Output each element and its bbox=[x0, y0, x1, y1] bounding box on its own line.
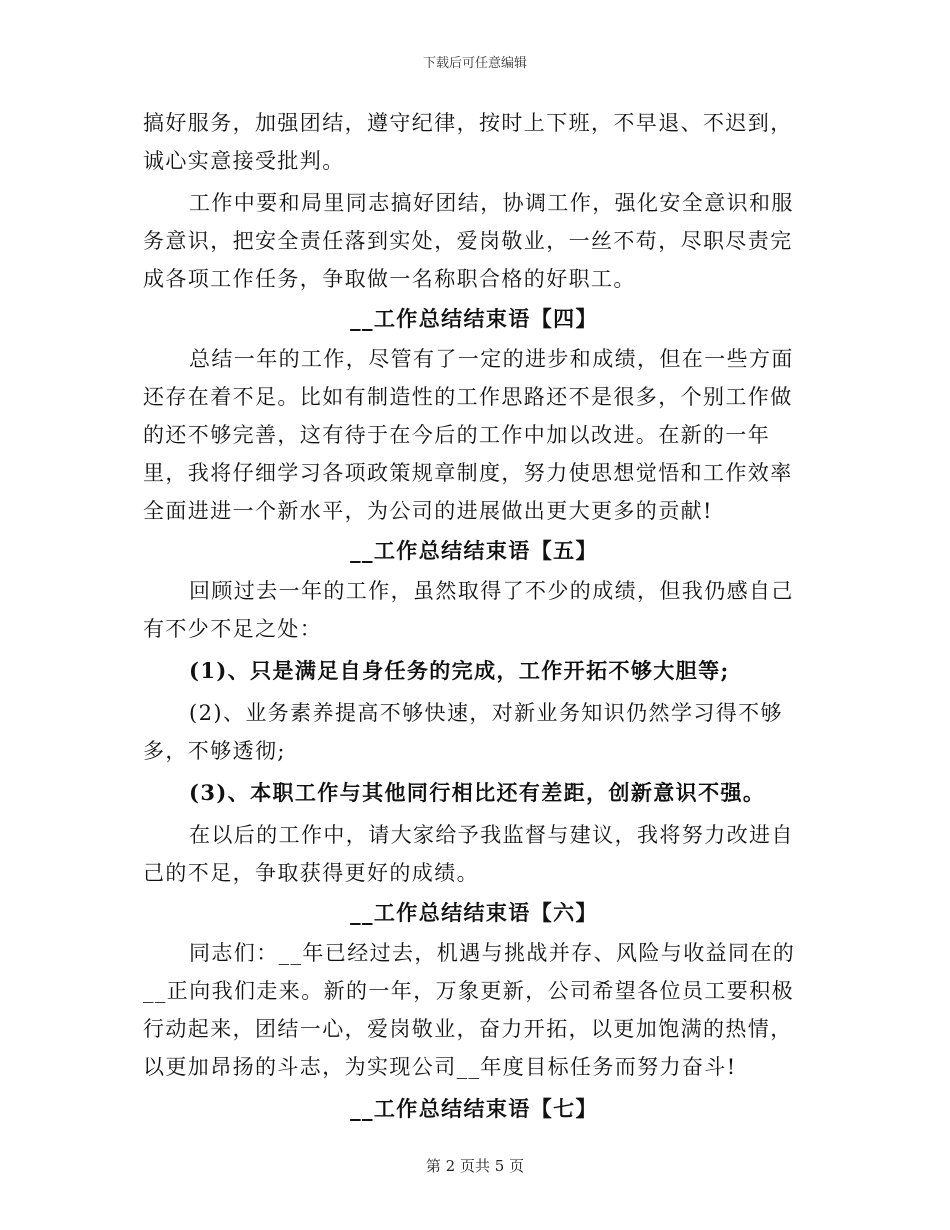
list-item: (2)、业务素养提高不够快速，对新业务知识仍然学习得不够多，不够透彻; bbox=[143, 701, 783, 763]
paragraph: 总结一年的工作，尽管有了一定的进步和成绩，但在一些方面还存在着不足。比如有制造性的工作思路还不是很多，个别工作做的还不够完善，这有待于在今后的工作中加以改进。在新的一年里，我将仔细学习各项政策规章制度，努力使思想觉悟和工作效率全面进进一个新水平，为公司的进展做出更大更多的贡献! bbox=[143, 347, 794, 523]
page-header: 下载后可任意编辑 bbox=[422, 56, 527, 71]
paragraph: 工作中要和局里同志搞好团结，协调工作，强化安全意识和服务意识，把安全责任落到实处，爱岗敬业，一丝不苟，尽职尽责完成各项工作任务，争取做一名称职合格的好职工。 bbox=[143, 191, 794, 291]
paragraph: 搞好服务，加强团结，遵守纪律，按时上下班，不早退、不迟到，诚心实意接受批判。 bbox=[143, 111, 793, 173]
paragraph: 回顾过去一年的工作，虽然取得了不少的成绩，但我仍感自己有不少不足之处： bbox=[143, 579, 794, 641]
section-heading-5: __工作总结结束语【五】 bbox=[350, 538, 598, 563]
section-heading-6: __工作总结结束语【六】 bbox=[350, 900, 598, 925]
paragraph: 同志们：__年已经过去，机遇与挑战并存、风险与收益同在的__正向我们走来。新的一年，万象更新，公司希望各位员工要积极行动起来，团结一心，爱岗敬业，奋力开拓，以更加饱满的热情，以更加昂扬的斗志，为实现公司__年度目标任务而努力奋斗! bbox=[143, 941, 796, 1079]
section-heading-4: __工作总结结束语【四】 bbox=[350, 306, 598, 331]
document-body bbox=[143, 104, 805, 1130]
list-item: (1)、只是满足自身任务的完成，工作开拓不够大胆等; bbox=[189, 658, 730, 683]
section-heading-7: __工作总结结束语【七】 bbox=[350, 1096, 598, 1121]
list-item: (3)、本职工作与其他同行相比还有差距，创新意识不强。 bbox=[189, 780, 766, 805]
paragraph: 在以后的工作中，请大家给予我监督与建议，我将努力改进自己的不足，争取获得更好的成绩。 bbox=[143, 823, 794, 885]
page-footer: 第 2 页共 5 页 bbox=[425, 1157, 525, 1175]
